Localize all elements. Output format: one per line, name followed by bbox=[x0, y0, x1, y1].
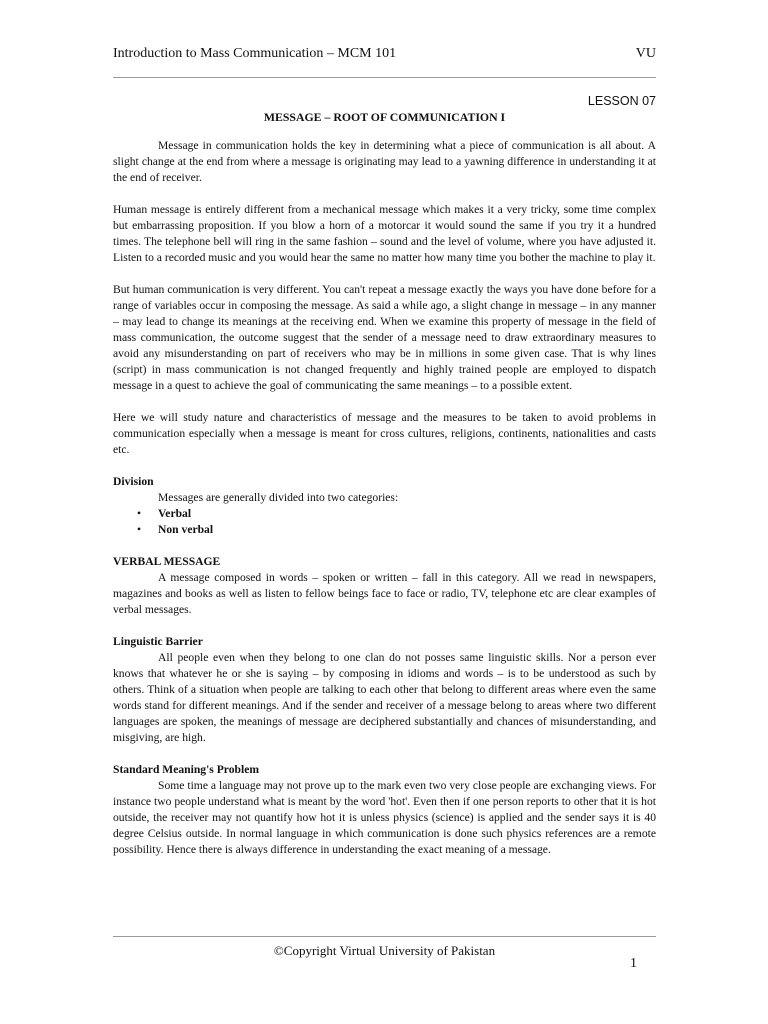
copyright-notice: ©Copyright Virtual University of Pakistan bbox=[273, 943, 496, 958]
verbal-message-heading: VERBAL MESSAGE bbox=[113, 555, 221, 568]
linguistic-barrier-text: All people even when they belong to one clan do not posses same linguistic skills. Nor a person ever knows that whatever he or she is saying – by composing in idioms and words – is to be understood as such by others. Think of a situation when people are talking to each other that belong to different areas where even the same words stand for different meanings. And if the sender and receiver of a message belong to areas where two different languages are spoken, the meanings of message are deciphered substantially and chances of misunderstanding, and misgiving, are high. bbox=[113, 651, 656, 744]
document-body bbox=[113, 138, 656, 858]
linguistic-barrier-heading: Linguistic Barrier bbox=[113, 635, 203, 648]
footer-divider bbox=[113, 936, 656, 937]
page-number: 1 bbox=[630, 956, 637, 971]
standard-meaning-text: Some time a language may not prove up to the mark even two very close people are exchanging views. For instance two people understand what is meant by the word 'hot'. Even then if one person reports to other that it is hot outside, the receiver may not quantify how hot it is unless physics (science) is applied and the sender says it is 40 degree Celsius outside. In normal language in which communication is done such physics references are a remote possibility. Hence there is always difference in understanding the exact meaning of a message. bbox=[113, 779, 656, 856]
course-title: Introduction to Mass Communication – MCM 101 bbox=[113, 46, 397, 61]
list-item-label: Verbal bbox=[158, 507, 192, 520]
list-item-label: Non verbal bbox=[158, 523, 214, 536]
list-item bbox=[113, 522, 656, 538]
standard-meaning-heading: Standard Meaning's Problem bbox=[113, 763, 260, 776]
division-heading: Division bbox=[113, 475, 154, 488]
list-item bbox=[113, 506, 656, 522]
page-title: MESSAGE – ROOT OF COMMUNICATION I bbox=[263, 110, 506, 124]
lesson-label: LESSON 07 bbox=[587, 94, 656, 108]
bullet-icon: • bbox=[137, 523, 142, 536]
paragraph-human-communication: But human communication is very different. You can't repeat a message exactly the ways you have done before for a range of variables occur in composing the message. As said a while ago, a slight change in message – in any manner – may lead to change its meanings at the receiving end. When we examine this property of message in the field of mass communication, the outcome suggest that the sender of a message need to draw extraordinary measures to avoid any misunderstanding on part of receivers who may be in millions in some given case. That is why lines (script) in mass communication is not changed frequently and highly trained people are employed to dispatch message in a quest to achieve the goal of communicating the same meanings – to a possible extent. bbox=[113, 283, 656, 392]
paragraph-study-scope: Here we will study nature and characteristics of message and the measures to be taken to avoid problems in communication especially when a message is meant for cross cultures, religions, continents, nationalities and casts etc. bbox=[113, 411, 656, 456]
bullet-icon: • bbox=[137, 507, 142, 520]
document-page bbox=[113, 0, 656, 1024]
paragraph-intro: Message in communication holds the key in determining what a piece of communication is all about. A slight change at the end from where a message is originating may lead to a yawning difference in understanding it at the end of receiver. bbox=[113, 139, 656, 184]
division-intro: Messages are generally divided into two categories: bbox=[158, 491, 399, 504]
paragraph-human-message: Human message is entirely different from a mechanical message which makes it a very tricky, some time complex but embarrassing proposition. If you blow a horn of a motorcar it would sound the same if you try it a hundred times. The telephone bell will ring in the same fashion – sound and the level of volume, where you have adjusted it. Listen to a recorded music and you would hear the same no matter how many time you bother the machine to play it. bbox=[113, 203, 656, 264]
header-divider bbox=[113, 77, 656, 78]
institution-label: VU bbox=[635, 46, 656, 61]
verbal-message-text: A message composed in words – spoken or written – fall in this category. All we read in newspapers, magazines and books as well as listen to fellow beings face to face or radio, TV, telephone etc are clear examples of verbal messages. bbox=[113, 571, 656, 616]
division-list bbox=[113, 506, 656, 538]
